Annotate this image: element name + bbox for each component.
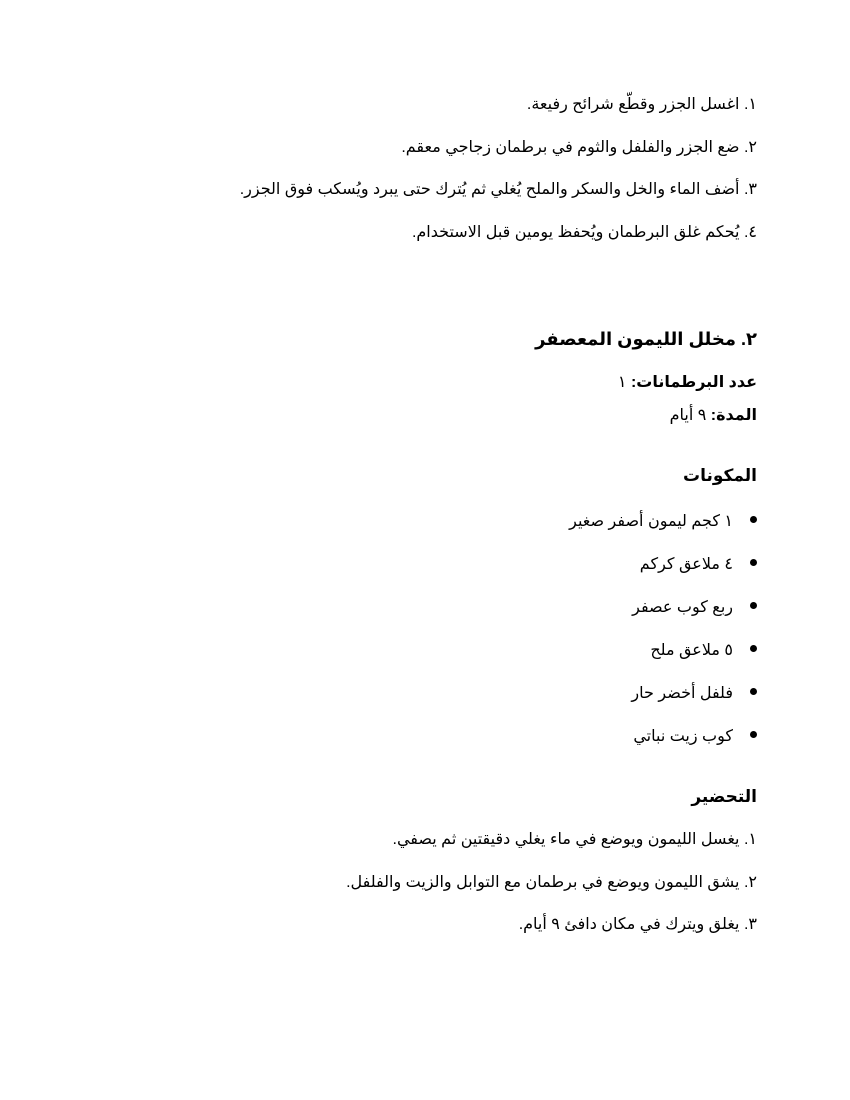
duration-value: ٩ أيام	[669, 407, 707, 424]
ingredient-item	[569, 512, 757, 532]
duration-line	[670, 406, 757, 426]
step-number: ١.	[743, 831, 757, 848]
step-text: يشق الليمون ويوضع في برطمان مع التوابل والزيت والفلفل.	[346, 874, 740, 891]
step-line	[527, 95, 757, 115]
ingredient-text: ٤ ملاعق كركم	[639, 556, 733, 573]
bullet-icon	[750, 645, 757, 652]
step-line	[240, 180, 757, 200]
preparation-step	[393, 830, 757, 850]
preparation-heading: التحضير	[691, 787, 757, 806]
ingredients-heading: المكونات	[682, 466, 757, 485]
ingredient-text: كوب زيت نباتي	[633, 728, 733, 745]
step-number: ٢.	[743, 139, 757, 156]
step-line	[401, 138, 757, 158]
step-number: ٤.	[743, 224, 757, 241]
bullet-icon	[750, 559, 757, 566]
step-text: ضع الجزر والفلفل والثوم في برطمان زجاجي معقم.	[401, 139, 740, 156]
step-text: يُحكم غلق البرطمان ويُحفظ يومين قبل الاستخدام.	[411, 224, 740, 241]
bullet-icon	[750, 688, 757, 695]
bullet-icon	[750, 516, 757, 523]
ingredient-item	[650, 641, 757, 661]
ingredient-item	[640, 555, 757, 575]
preparation-step	[519, 915, 757, 935]
preparation-step	[346, 873, 757, 893]
bullet-icon	[750, 602, 757, 609]
step-number: ١.	[743, 96, 757, 113]
ingredient-text: ٥ ملاعق ملح	[650, 642, 733, 659]
step-line	[412, 223, 757, 243]
step-text: يغسل الليمون ويوضع في ماء يغلي دقيقتين ثم يصفي.	[392, 831, 740, 848]
ingredient-text: ١ كجم ليمون أصفر صغير	[569, 513, 733, 530]
ingredient-item	[632, 598, 757, 618]
recipe-title: ٢. مخلل الليمون المعصفر	[535, 329, 757, 349]
jars-label: عدد البرطمانات:	[630, 374, 757, 391]
ingredient-item	[631, 684, 757, 704]
ingredient-item	[633, 727, 757, 747]
ingredient-text: ربع كوب عصفر	[632, 599, 733, 616]
bullet-icon	[750, 731, 757, 738]
duration-label: المدة:	[710, 407, 757, 424]
step-text: أضف الماء والخل والسكر والملح يُغلي ثم يُترك حتى يبرد ويُسكب فوق الجزر.	[239, 181, 740, 198]
jars-value: ١	[617, 374, 627, 391]
ingredient-text: فلفل أخضر حار	[631, 685, 733, 702]
step-number: ٢.	[743, 874, 757, 891]
step-text: اغسل الجزر وقطّع شرائح رفيعة.	[526, 96, 740, 113]
step-number: ٣.	[743, 916, 757, 933]
step-text: يغلق ويترك في مكان دافئ ٩ أيام.	[518, 916, 740, 933]
jars-line	[618, 373, 757, 393]
step-number: ٣.	[743, 181, 757, 198]
